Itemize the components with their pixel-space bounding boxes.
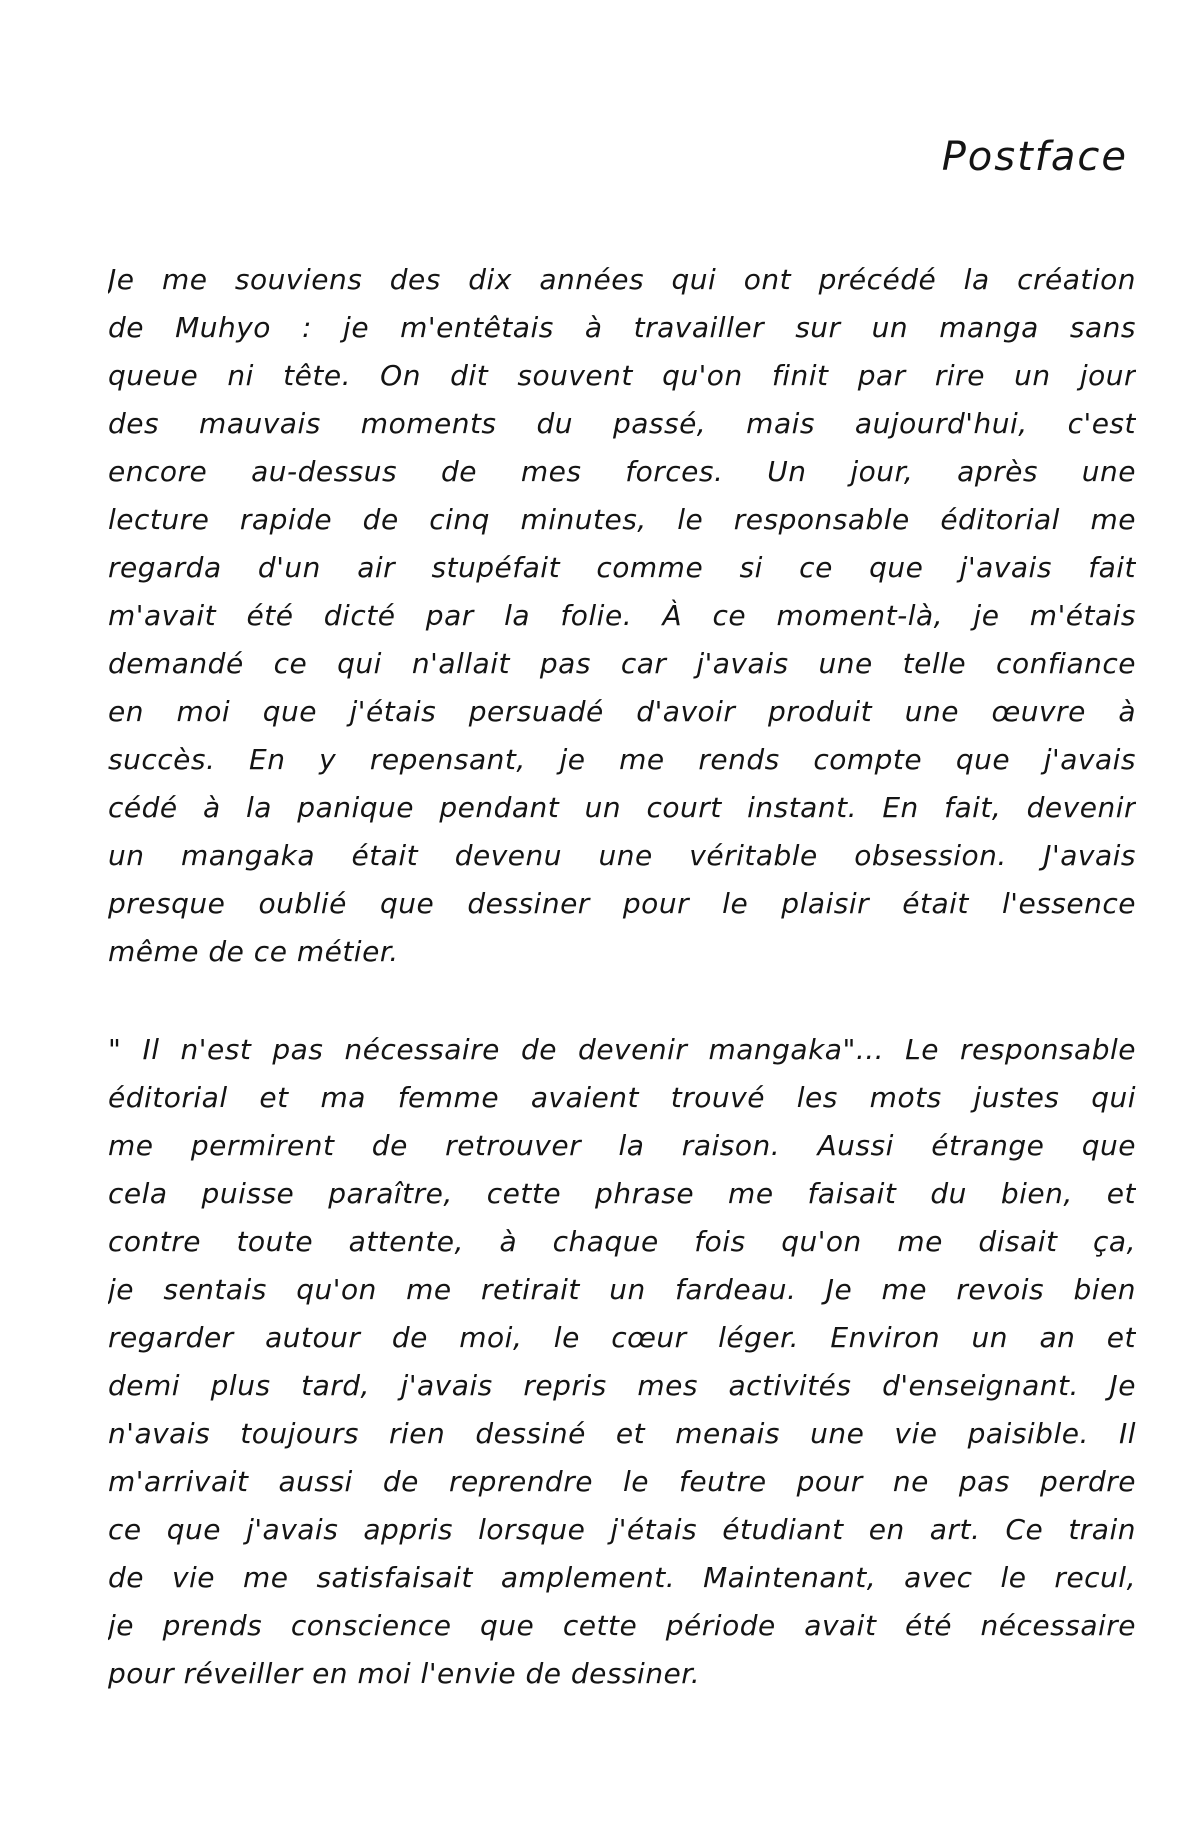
text-line: même de ce métier. [108, 935, 399, 968]
text-line: en moi que j'étais persuadé d'avoir produit une œuvre à [108, 695, 1136, 728]
text-line: " Il n'est pas nécessaire de devenir mangaka"... Le responsable [108, 1033, 1136, 1066]
text-line: demandé ce qui n'allait pas car j'avais une telle confiance [108, 647, 1136, 680]
text-line: regarder autour de moi, le cœur léger. Environ un an et [108, 1321, 1136, 1354]
text-line: presque oublié que dessiner pour le plaisir était l'essence [108, 887, 1136, 920]
text-line: des mauvais moments du passé, mais aujourd'hui, c'est [108, 407, 1136, 440]
text-line: pour réveiller en moi l'envie de dessiner. [108, 1657, 701, 1690]
text-line: éditorial et ma femme avaient trouvé les mots justes qui [108, 1081, 1136, 1114]
text-line: queue ni tête. On dit souvent qu'on finit par rire un jour [108, 359, 1136, 392]
text-line: Je me souviens des dix années qui ont précédé la création [108, 263, 1136, 296]
postface-body [108, 256, 1136, 1698]
text-line: n'avais toujours rien dessiné et menais une vie paisible. Il [108, 1417, 1136, 1450]
text-line: je sentais qu'on me retirait un fardeau. Je me revois bien [108, 1273, 1136, 1306]
text-line: je prends conscience que cette période avait été nécessaire [108, 1609, 1136, 1642]
text-line: lecture rapide de cinq minutes, le responsable éditorial me [108, 503, 1136, 536]
text-line: un mangaka était devenu une véritable obsession. J'avais [108, 839, 1136, 872]
text-line: cela puisse paraître, cette phrase me faisait du bien, et [108, 1177, 1136, 1210]
text-line: me permirent de retrouver la raison. Aussi étrange que [108, 1129, 1136, 1162]
paragraph-2 [108, 1026, 1136, 1698]
text-line: de vie me satisfaisait amplement. Maintenant, avec le recul, [108, 1561, 1136, 1594]
page-title: Postface [941, 134, 1128, 180]
text-line: de Muhyo : je m'entêtais à travailler sur un manga sans [108, 311, 1136, 344]
text-line: cédé à la panique pendant un court instant. En fait, devenir [108, 791, 1136, 824]
paragraph-1 [108, 256, 1136, 976]
text-line: m'arrivait aussi de reprendre le feutre pour ne pas perdre [108, 1465, 1136, 1498]
text-line: succès. En y repensant, je me rends compte que j'avais [108, 743, 1136, 776]
text-line: m'avait été dicté par la folie. À ce moment-là, je m'étais [108, 599, 1136, 632]
text-line: contre toute attente, à chaque fois qu'on me disait ça, [108, 1225, 1136, 1258]
text-line: demi plus tard, j'avais repris mes activités d'enseignant. Je [108, 1369, 1136, 1402]
text-line: ce que j'avais appris lorsque j'étais étudiant en art. Ce train [108, 1513, 1136, 1546]
text-line: regarda d'un air stupéfait comme si ce que j'avais fait [108, 551, 1136, 584]
text-line: encore au-dessus de mes forces. Un jour, après une [108, 455, 1136, 488]
